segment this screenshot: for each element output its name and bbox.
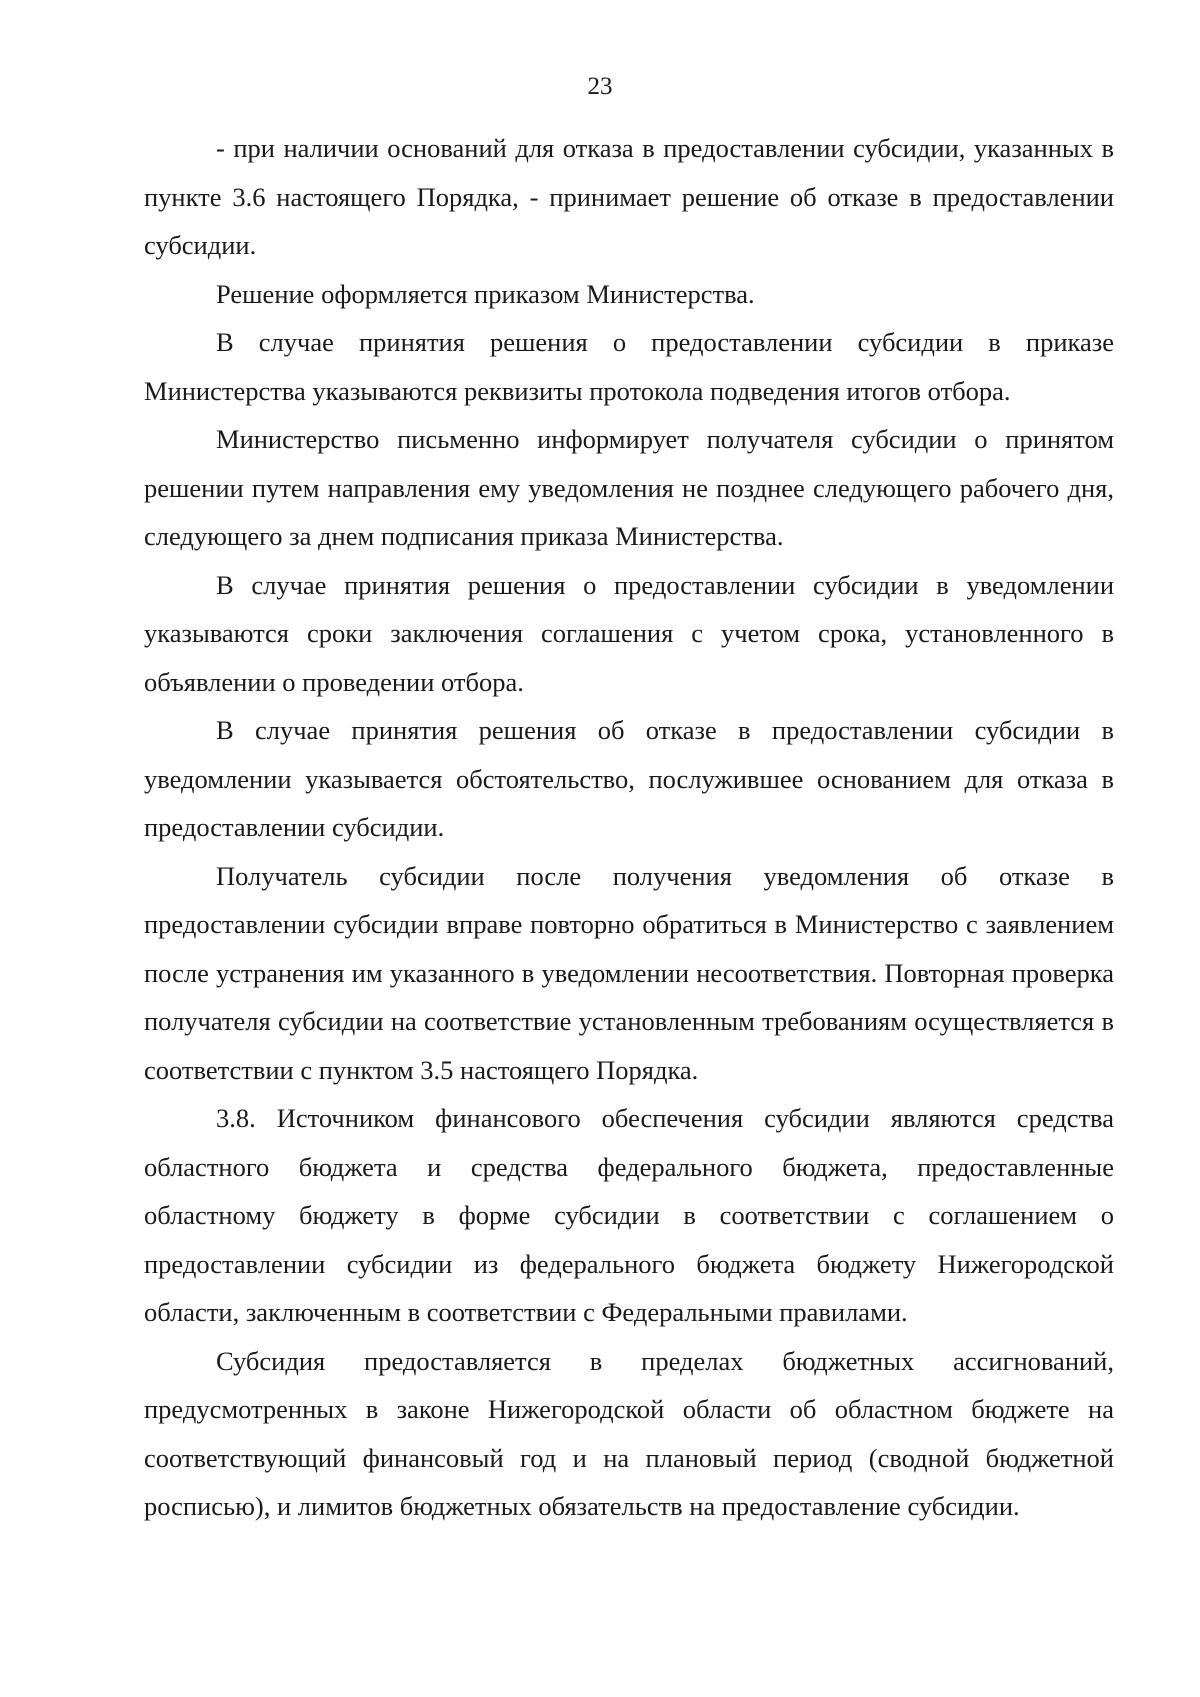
paragraph-notification: Министерство письменно информирует получателя субсидии о принятом решении путем направления ему уведомления не позднее следующего рабочего дня, следующего за днем подписания приказа Министерства.: [144, 424, 1114, 551]
paragraph-budget-limits: Субсидия предоставляется в пределах бюджетных ассигнований, предусмотренных в законе Нижегородской области об областном бюджете на соответствующий финансовый год и на плановый период (сводной бюджетной росписью), и лимитов бюджетных обязательств на предоставление субсидии.: [144, 1345, 1114, 1521]
paragraph-agreement-terms: В случае принятия решения о предоставлении субсидии в уведомлении указываются сроки заключения соглашения с учетом срока, установленного в объявлении о проведении отбора.: [144, 569, 1114, 697]
page-number: 23: [587, 73, 613, 100]
paragraph-decision-form: Решение оформляется приказом Министерства.: [216, 278, 755, 309]
paragraph-refusal-grounds: - при наличии оснований для отказа в предоставлении субсидии, указанных в пункте 3.6 настоящего Порядка, - принимает решение об отказе в предоставлении субсидии.: [144, 133, 1114, 260]
paragraph-reapplication: Получатель субсидии после получения уведомления об отказе в предоставлении субсидии вправе повторно обратиться в Министерство с заявлением после устранения им указанного в уведомлении несоответствия. Повторная проверка получателя субсидии на соответствие установленным требованиям осуществляется в соответствии с пунктом 3.5 настоящего Порядка.: [144, 860, 1114, 1085]
document-body: [144, 124, 1114, 1531]
paragraph-order-details: В случае принятия решения о предоставлении субсидии в приказе Министерства указываются реквизиты протокола подведения итогов отбора.: [144, 327, 1114, 406]
paragraph-funding-source: 3.8. Источником финансового обеспечения субсидии являются средства областного бюджета и средства федерального бюджета, предоставленные областному бюджету в форме субсидии в соответствии с соглашением о предоставлении субсидии из федерального бюджета бюджету Нижегородской области, заключенным в соответствии с Федеральными правилами.: [144, 1103, 1114, 1327]
paragraph-refusal-notice: В случае принятия решения об отказе в предоставлении субсидии в уведомлении указывается обстоятельство, послужившее основанием для отказа в предоставлении субсидии.: [144, 715, 1114, 842]
